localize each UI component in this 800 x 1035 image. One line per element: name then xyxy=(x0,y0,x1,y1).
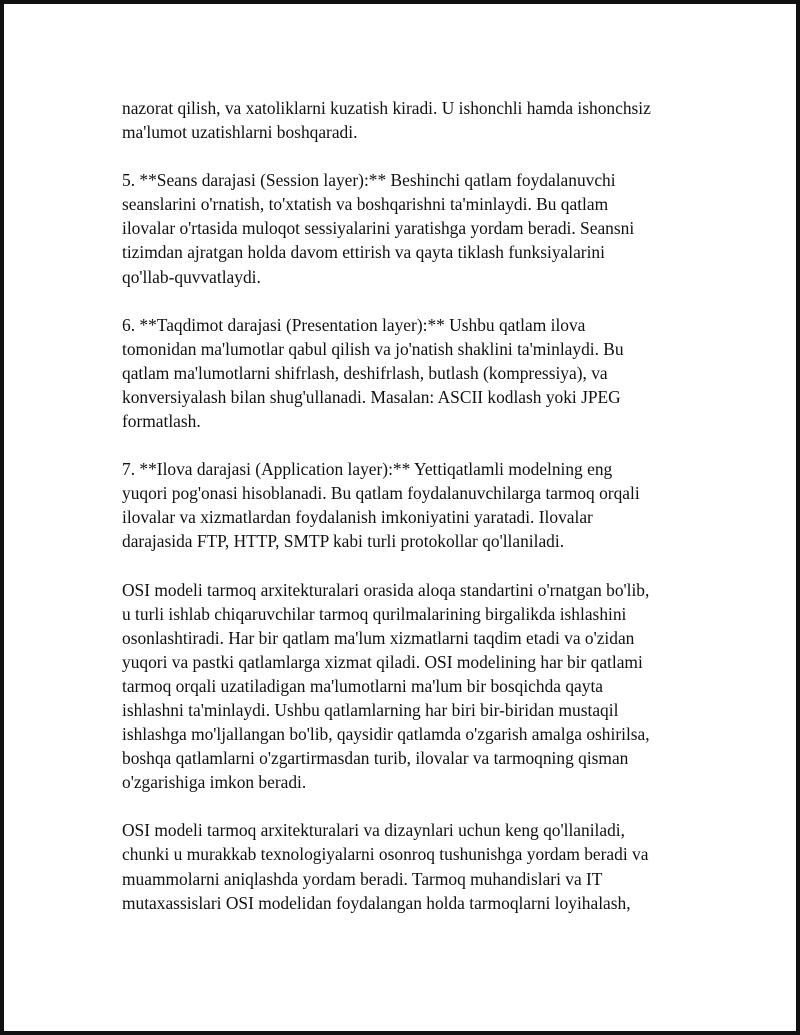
paragraph-osi-usage: OSI modeli tarmoq arxitekturalari va dizaynlari uchun keng qo'llaniladi, chunki u murakkab texnologiyalarni osonroq tushunishga yordam beradi va muammolarni aniqlashda yordam beradi. Tarmoq muhandislari va IT mutaxassislari OSI modelidan foydalangan holda tarmoqlarni loyihalash, xyxy=(122,820,649,913)
paragraph-transport-continued: nazorat qilish, va xatoliklarni kuzatish kiradi. U ishonchli hamda ishonchsiz ma'lumot uzatishlarni boshqaradi. xyxy=(122,98,651,143)
paragraph-osi-overview: OSI modeli tarmoq arxitekturalari orasida aloqa standartini o'rnatgan bo'lib, u turli ishlab chiqaruvchilar tarmoq qurilmalarining birgalikda ishlashini osonlashtiradi. Har bir qatlam ma'lum xizmatlarni taqdim etadi va o'zidan yuqori va pastki qatlamlarga xizmat qiladi. OSI modelining har bir qatlami tarmoq orqali uzatiladigan ma'lumotlarni ma'lum bir bosqichda qayta ishlashni ta'minlaydi. Ushbu qatlamlarning har biri bir-biridan mustaqil ishlashga mo'ljallangan bo'lib, qaysidir qatlamda o'zgarish amalga oshirilsa, boshqa qatlamlarni o'zgartirmasdan turib, ilovalar va tarmoqning qisman o'zgarishiga imkon beradi. xyxy=(122,579,650,793)
paragraph-session-layer: 5. **Seans darajasi (Session layer):** Beshinchi qatlam foydalanuvchi seanslarini o'rnatish, to'xtatish va boshqarishni ta'minlaydi. Bu qatlam ilovalar o'rtasida muloqot sessiyalarini yaratishga yordam beradi. Seansni tizimdan ajratgan holda davom ettirish va qayta tiklash funksiyalarini qo'llab-quvvatlaydi. xyxy=(122,170,635,287)
paragraph-presentation-layer: 6. **Taqdimot darajasi (Presentation layer):** Ushbu qatlam ilova tomonidan ma'lumotlar qabul qilish va jo'natish shaklini ta'minlaydi. Bu qatlam ma'lumotlarni shifrlash, deshifrlash, butlash (kompressiya), va konversiyalash bilan shug'ullanadi. Masalan: ASCII kodlash yoki JPEG formatlash. xyxy=(122,314,624,432)
paragraph-application-layer: 7. **Ilova darajasi (Application layer):** Yettiqatlamli modelning eng yuqori pog'onasi hisoblanadi. Bu qatlam foydalanuvchilarga tarmoq orqali ilovalar va xizmatlardan foydalanish imkoniyatini yaratadi. Ilovalar darajasida FTP, HTTP, SMTP kabi turli protokollar qo'llaniladi. xyxy=(122,459,640,552)
document-body xyxy=(122,96,712,939)
